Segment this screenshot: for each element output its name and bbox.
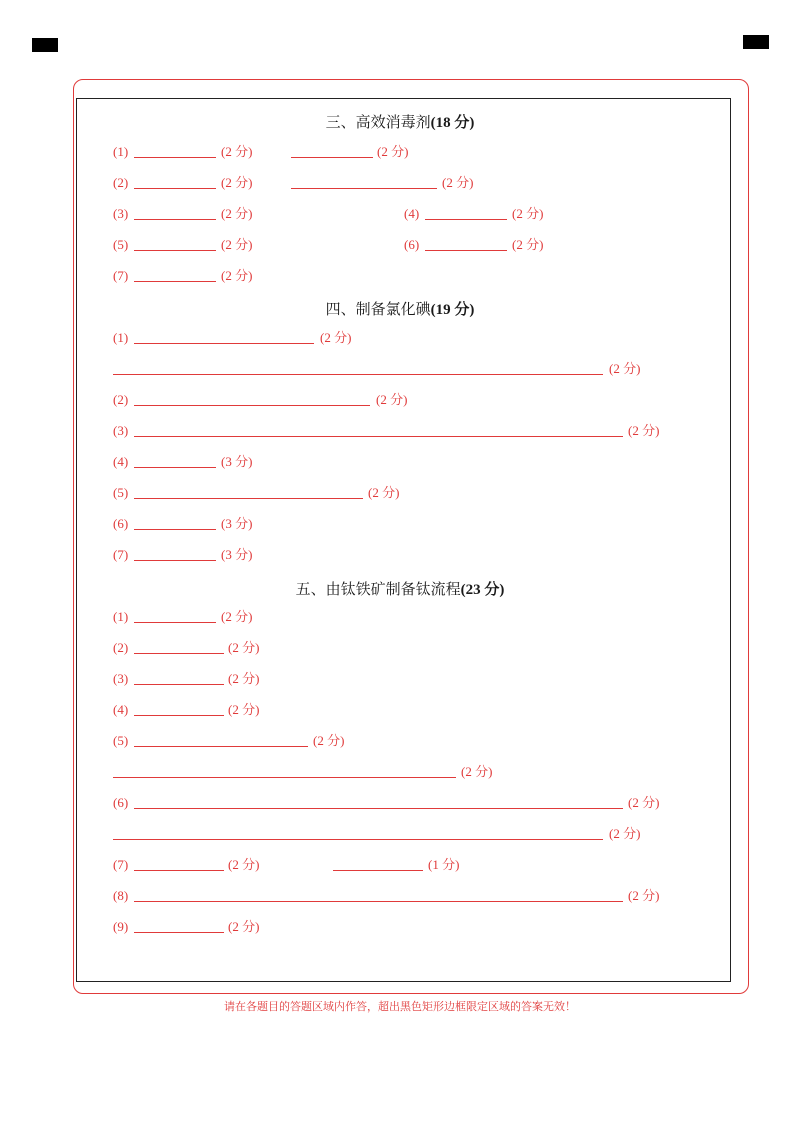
- section-4-title: 四、制备氯化碘(19 分): [325, 300, 475, 318]
- s3-q1-score-b: (2 分): [377, 144, 409, 159]
- s5-q3-label: (3): [113, 671, 129, 686]
- s5-q9-score: (2 分): [228, 919, 260, 934]
- s4-q5-label: (5): [113, 485, 129, 500]
- s3-q2-blank-a[interactable]: [134, 188, 216, 189]
- s4-q5-score: (2 分): [368, 485, 400, 500]
- s3-q7-label: (7): [113, 268, 129, 283]
- s4-q3-blank[interactable]: [134, 436, 623, 437]
- registration-marker-right: [743, 35, 769, 49]
- s3-q6-label: (6): [404, 237, 420, 252]
- s5-q5-score: (2 分): [313, 733, 345, 748]
- s5-q3-score: (2 分): [228, 671, 260, 686]
- s3-q7-score: (2 分): [221, 268, 253, 283]
- s3-q1-score-a: (2 分): [221, 144, 253, 159]
- s5-q4-blank[interactable]: [134, 715, 224, 716]
- s3-q3-label: (3): [113, 206, 129, 221]
- s3-q7-blank[interactable]: [134, 281, 216, 282]
- s3-q6-score: (2 分): [512, 237, 544, 252]
- s3-q4-score: (2 分): [512, 206, 544, 221]
- s3-q4-label: (4): [404, 206, 420, 221]
- s4-q5-blank[interactable]: [134, 498, 363, 499]
- s4-q2-score: (2 分): [376, 392, 408, 407]
- s4-q1-score-line2: (2 分): [609, 361, 641, 376]
- s4-q4-label: (4): [113, 454, 129, 469]
- s5-q7-blank-a[interactable]: [134, 870, 224, 871]
- section-3-title: 三、高效消毒剂(18 分): [325, 113, 475, 131]
- s4-q6-label: (6): [113, 516, 129, 531]
- s5-q7-score-a: (2 分): [228, 857, 260, 872]
- s3-q3-blank[interactable]: [134, 219, 216, 220]
- s4-q7-score: (3 分): [221, 547, 253, 562]
- s4-q7-label: (7): [113, 547, 129, 562]
- s3-q6-blank[interactable]: [425, 250, 507, 251]
- s5-q2-blank[interactable]: [134, 653, 224, 654]
- s3-q1-label: (1): [113, 144, 129, 159]
- s5-q8-blank[interactable]: [134, 901, 623, 902]
- s3-q2-label: (2): [113, 175, 129, 190]
- s5-q9-label: (9): [113, 919, 129, 934]
- s5-q9-blank[interactable]: [134, 932, 224, 933]
- s5-q5-score-line2: (2 分): [461, 764, 493, 779]
- s4-q1-score: (2 分): [320, 330, 352, 345]
- s3-q2-score-b: (2 分): [442, 175, 474, 190]
- s3-q1-blank-b[interactable]: [291, 157, 373, 158]
- s3-q1-blank-a[interactable]: [134, 157, 216, 158]
- s5-q1-label: (1): [113, 609, 129, 624]
- s5-q6-blank-line2[interactable]: [113, 839, 603, 840]
- s3-q5-label: (5): [113, 237, 129, 252]
- s3-q4-blank[interactable]: [425, 219, 507, 220]
- s5-q8-score: (2 分): [628, 888, 660, 903]
- s5-q6-label: (6): [113, 795, 129, 810]
- s4-q6-blank[interactable]: [134, 529, 216, 530]
- s5-q1-blank[interactable]: [134, 622, 216, 623]
- s5-q8-label: (8): [113, 888, 129, 903]
- s5-q2-score: (2 分): [228, 640, 260, 655]
- s5-q6-blank[interactable]: [134, 808, 623, 809]
- s5-q7-blank-b[interactable]: [333, 870, 423, 871]
- s4-q1-blank[interactable]: [134, 343, 314, 344]
- s4-q4-score: (3 分): [221, 454, 253, 469]
- s4-q3-score: (2 分): [628, 423, 660, 438]
- s5-q3-blank[interactable]: [134, 684, 224, 685]
- s5-q1-score: (2 分): [221, 609, 253, 624]
- s5-q7-score-b: (1 分): [428, 857, 460, 872]
- s5-q6-score-line2: (2 分): [609, 826, 641, 841]
- s3-q2-blank-b[interactable]: [291, 188, 437, 189]
- s5-q6-score: (2 分): [628, 795, 660, 810]
- s5-q7-label: (7): [113, 857, 129, 872]
- s4-q7-blank[interactable]: [134, 560, 216, 561]
- s4-q1-label: (1): [113, 330, 129, 345]
- s5-q5-blank-line2[interactable]: [113, 777, 456, 778]
- s3-q2-score-a: (2 分): [221, 175, 253, 190]
- s3-q5-score: (2 分): [221, 237, 253, 252]
- s5-q5-label: (5): [113, 733, 129, 748]
- s4-q4-blank[interactable]: [134, 467, 216, 468]
- s3-q5-blank[interactable]: [134, 250, 216, 251]
- footer-notice: 请在各题目的答题区域内作答，超出黑色矩形边框限定区域的答案无效！: [224, 1000, 576, 1013]
- s4-q2-blank[interactable]: [134, 405, 370, 406]
- s4-q6-score: (3 分): [221, 516, 253, 531]
- s5-q4-score: (2 分): [228, 702, 260, 717]
- s4-q3-label: (3): [113, 423, 129, 438]
- s4-q2-label: (2): [113, 392, 129, 407]
- section-5-title: 五、由钛铁矿制备钛流程(23 分): [295, 580, 505, 598]
- s4-q1-blank-line2[interactable]: [113, 374, 603, 375]
- s5-q5-blank[interactable]: [134, 746, 308, 747]
- s5-q4-label: (4): [113, 702, 129, 717]
- s3-q3-score: (2 分): [221, 206, 253, 221]
- registration-marker-left: [32, 38, 58, 52]
- s5-q2-label: (2): [113, 640, 129, 655]
- answer-area-inner-border: [76, 98, 731, 982]
